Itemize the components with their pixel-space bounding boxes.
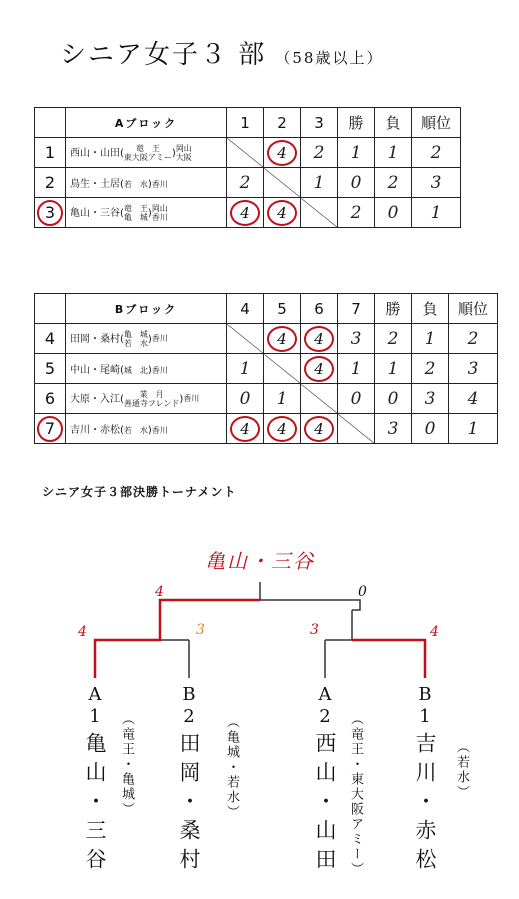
losses: 3: [412, 384, 449, 414]
team-1: 若 水: [123, 179, 148, 189]
score-r1-a1: 4: [78, 624, 87, 640]
seed-letter: B: [418, 684, 432, 705]
seed-number: 2: [183, 706, 195, 727]
player-cell: 大原・入江( 業 月 善通寺フレンド)香川: [66, 384, 227, 414]
circled-score: 4: [267, 326, 297, 352]
table-row: [35, 324, 498, 354]
col-header: 1: [227, 108, 264, 138]
table-row: [35, 168, 461, 198]
rank: 2: [449, 324, 498, 354]
team-1: 竜 王: [135, 143, 160, 153]
diagonal-cell: [227, 324, 264, 354]
rank: 3: [412, 168, 461, 198]
team-names: [124, 390, 179, 408]
player-cell: 吉川・赤松(若 水)香川: [66, 414, 227, 444]
entry-name: 田岡・桑村: [177, 732, 201, 877]
entry-name: 吉川・赤松: [413, 732, 437, 877]
col-header: 順位: [412, 108, 461, 138]
row-number: 7: [37, 416, 63, 442]
score: 1: [301, 168, 338, 198]
losses: 2: [412, 354, 449, 384]
losses: 1: [412, 324, 449, 354]
team-names: [124, 330, 148, 348]
rank: 3: [449, 354, 498, 384]
circled-score: 4: [267, 200, 297, 226]
rank: 4: [449, 384, 498, 414]
player-cell: 鳥生・土居(若 水)香川: [66, 168, 227, 198]
circled-score: 4: [230, 200, 260, 226]
wins: 1: [375, 354, 412, 384]
player-cell: 田岡・桑村(亀 城 若 水)香川: [66, 324, 227, 354]
team-2: 亀 城: [123, 212, 148, 222]
team-2: 東大阪アミー: [123, 152, 172, 162]
pref-1: 香川: [151, 334, 168, 343]
player-cell: 中山・尾崎(城 北)香川: [66, 354, 227, 384]
col-header: 5: [264, 294, 301, 324]
table-row: [35, 414, 498, 444]
pref-1: 香川: [151, 179, 168, 189]
seed-letter: A: [318, 684, 332, 705]
score: 1: [227, 354, 264, 384]
score-r1-b2: 3: [196, 622, 205, 638]
wins: 3: [375, 414, 412, 444]
pref-2: 大阪: [175, 152, 192, 162]
col-header: 負: [375, 108, 412, 138]
entry-b2: [174, 684, 204, 877]
page-title: [60, 34, 383, 71]
circled-score: 4: [304, 356, 334, 382]
team-2: 若 水: [123, 338, 148, 348]
player-names: 鳥生・土居: [70, 179, 120, 190]
tournament-winner: 亀山・三谷: [205, 549, 315, 573]
pref-1: 香川: [183, 394, 200, 403]
wins: 2: [338, 198, 375, 228]
row-number: 1: [35, 138, 66, 168]
diagonal-cell: [264, 354, 301, 384]
rank: 1: [412, 198, 461, 228]
losses: 2: [375, 168, 412, 198]
col-header: 2: [264, 108, 301, 138]
entry-name: 西山・山田: [313, 732, 337, 877]
score-semi-right: 0: [358, 584, 367, 600]
score: 1: [264, 384, 301, 414]
block-b-table: [34, 293, 498, 444]
table-row: [35, 384, 498, 414]
row-number: 3: [37, 200, 63, 226]
row-number: 6: [35, 384, 66, 414]
rank: 1: [449, 414, 498, 444]
wins: 0: [338, 168, 375, 198]
col-header: 勝: [338, 108, 375, 138]
row-number: 4: [35, 324, 66, 354]
player-names: 中山・尾崎: [70, 365, 120, 376]
table-row: [35, 198, 461, 228]
block-a-name: Aブロック: [66, 108, 227, 138]
title-age-range: （58歳以上）: [275, 49, 384, 67]
player-names: 大原・入江: [70, 393, 120, 405]
score-r1-b1: 4: [430, 624, 439, 640]
circled-score: 4: [304, 326, 334, 352]
team-1: 亀 城: [123, 329, 148, 339]
col-header: 負: [412, 294, 449, 324]
player-names: 吉川・赤松: [70, 425, 120, 436]
row-number: 2: [35, 168, 66, 198]
col-header: 7: [338, 294, 375, 324]
seed-letter: A: [88, 684, 102, 705]
diagonal-cell: [227, 138, 264, 168]
losses: 0: [412, 414, 449, 444]
player-cell: 西山・山田( 竜 王 東大阪アミー)岡山 大阪: [66, 138, 227, 168]
entry-a2-team: （竜王・東大阪アミー）: [348, 712, 363, 877]
score: 2: [301, 138, 338, 168]
entry-b1: [410, 684, 440, 877]
pref-1: 香川: [151, 425, 168, 435]
team-2: 善通寺フレンド: [123, 398, 180, 408]
block-b-name: Bブロック: [66, 294, 227, 324]
block-a-table: [34, 107, 461, 228]
col-header: 3: [301, 108, 338, 138]
pref-1: 香川: [151, 365, 168, 375]
pref-2: 香川: [151, 212, 168, 222]
seed-number: 2: [319, 706, 331, 727]
title-main: シニア女子３ 部: [60, 40, 267, 70]
table-row: [35, 354, 498, 384]
player-names: 亀山・三谷: [70, 207, 120, 219]
diagonal-cell: [264, 168, 301, 198]
player-cell: 亀山・三谷(竜 王 亀 城)岡山 香川: [66, 198, 227, 228]
entry-a2: [310, 684, 340, 877]
wins: 1: [338, 138, 375, 168]
col-header: 勝: [375, 294, 412, 324]
team-1: 若 水: [123, 425, 148, 435]
diagonal-cell: [301, 198, 338, 228]
circled-score: 4: [267, 416, 297, 442]
score: 1: [338, 354, 375, 384]
row-number: 5: [35, 354, 66, 384]
player-names: 西山・山田: [70, 147, 120, 159]
team-1: 業 月: [139, 389, 164, 399]
tournament-title: シニア女子３部決勝トーナメント: [42, 485, 237, 499]
team-names: [124, 204, 148, 222]
entry-b1-team: （若水）: [454, 740, 469, 800]
score: 0: [227, 384, 264, 414]
seed-letter: B: [182, 684, 196, 705]
score-semi-left: 4: [155, 584, 164, 600]
score-r1-a2: 3: [310, 622, 319, 638]
team-1: 竜 王: [123, 203, 148, 213]
col-header: 4: [227, 294, 264, 324]
rank: 2: [412, 138, 461, 168]
player-names: 田岡・桑村: [70, 333, 120, 345]
circled-score: 4: [304, 416, 334, 442]
circled-score: 4: [267, 140, 297, 166]
wins: 2: [375, 324, 412, 354]
losses: 0: [375, 198, 412, 228]
team-names: [124, 180, 148, 189]
diagonal-cell: [301, 384, 338, 414]
wins: 0: [375, 384, 412, 414]
score: 2: [227, 168, 264, 198]
score: 3: [338, 324, 375, 354]
seed-number: 1: [89, 706, 101, 727]
entry-a1: [80, 684, 110, 877]
pref-names: [152, 204, 168, 222]
seed-number: 1: [419, 706, 431, 727]
entry-a1-team: （竜王・亀城）: [119, 712, 134, 817]
team-names: [124, 144, 172, 162]
pref-1: 岡山: [151, 203, 168, 213]
losses: 1: [375, 138, 412, 168]
col-header: 順位: [449, 294, 498, 324]
circled-score: 4: [230, 416, 260, 442]
score: 0: [338, 384, 375, 414]
table-row: [35, 138, 461, 168]
diagonal-cell: [338, 414, 375, 444]
entry-b2-team: （亀城・若水）: [224, 715, 239, 820]
col-header: 6: [301, 294, 338, 324]
entry-name: 亀山・三谷: [83, 732, 107, 877]
team-1: 城 北: [123, 365, 148, 375]
pref-names: [176, 144, 192, 162]
pref-1: 岡山: [175, 143, 192, 153]
